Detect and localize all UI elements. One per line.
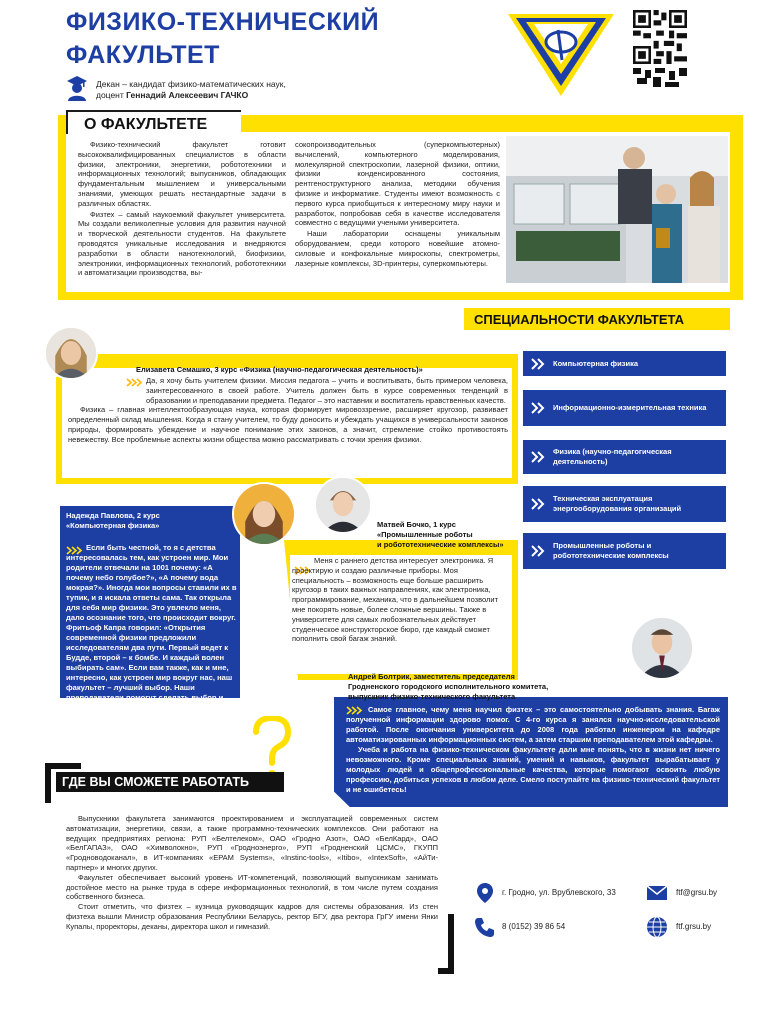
avatar [630, 616, 694, 680]
about-column-2 [295, 140, 500, 269]
contact-website[interactable]: ftf.grsu.by [676, 922, 712, 931]
specialty-label: Промышленные роботы и робототехнические комплексы [553, 541, 669, 560]
title-line-1: ФИЗИКО-ТЕХНИЧЕСКИЙ [66, 8, 380, 36]
question-mark-icon [250, 716, 294, 780]
dean-title: доцент [96, 90, 127, 100]
testimonial-paragraph: Самое главное, чему меня научил физтех – это самостоятельно добывать знания. Багаж полученной информации здорово помог. С 4-го курса я занялся научно-исследовательской работой. После окончания университета до 2008 года работал инженером на кафедре автоматизированных информационных систем, а затем старшим преподавателем этой кафедры. [346, 705, 720, 744]
specialty-item[interactable] [523, 351, 726, 376]
graduate-icon [66, 75, 88, 101]
author-specialty: «Компьютерная физика» [66, 521, 160, 530]
specialty-label: Информационно-измерительная техника [553, 403, 707, 412]
chevron-right-icon [531, 358, 547, 370]
testimonial-4-author [348, 672, 648, 702]
author-position: выпускник физико-технического факультета [348, 692, 516, 701]
avatar [232, 482, 296, 546]
specialty-item[interactable] [523, 533, 726, 569]
work-corner-decoration [438, 914, 454, 974]
globe-icon [646, 916, 668, 938]
work-heading-box [56, 772, 284, 792]
work-paragraph: Факультет обеспечивает высокий уровень ИТ-компетенций, позволяющий выпускникам занимать достойное место на рынке труда в сфере информационных технологий, в том числе путем создания собственного бизнеса. [66, 872, 438, 902]
work-heading: ГДЕ ВЫ СМОЖЕТЕ РАБОТАТЬ [62, 775, 249, 789]
testimonial-paragraph: Учеба и работа на физико-техническом факультете дали мне понять, что в жизни нет ничего невозможного. Кроме специальных знаний, умений и навыков, факультет вырабатывает у молодых людей и общепрофессиональные качества, которые помогают освоить любую профессию, добиться успехов в любом деле. Смело поступайте на физико-технический факультет и не ошибетесь! [346, 745, 720, 794]
qr-code-icon [633, 10, 687, 64]
specialty-item[interactable] [523, 486, 726, 522]
specialties-heading-box [464, 308, 730, 330]
testimonial-3-text [292, 556, 510, 644]
laboratory-photo [506, 136, 728, 283]
specialty-label: Физика (научно-педагогическая деятельность) [553, 447, 672, 466]
contact-email[interactable]: ftf@grsu.by [676, 888, 718, 897]
specialty-item[interactable] [523, 390, 726, 426]
email-icon [646, 882, 668, 904]
location-pin-icon [474, 882, 496, 904]
phone-icon [474, 916, 496, 938]
author-specialty: «Промышленные роботы [377, 530, 473, 539]
about-heading-box [66, 110, 241, 134]
testimonial-paragraph: Физика – главная интеллектообразующая наука, которая формирует мировоззрение, расширяет кругозор, развивает определенный склад мышления. Когда я стану учителем, то буду доносить и убеждать учащихся в универсальности законов природы, формировать убеждение и научное понимание этих законов, а значит, стремление стойко противостоять невежеству. Все проблемные аспекты жизни общества можно рассматривать с точки зрения физики. [68, 405, 508, 444]
page-title [66, 6, 496, 72]
dean-info [96, 79, 416, 101]
qr-code-bottom-icon [633, 68, 687, 88]
testimonial-3-author [377, 520, 537, 550]
about-paragraph: Наши лаборатории оснащены уникальным оборудованием, среди которого новейшие атомно-силовые и конфокальные микроскопы, спектрометры, лазерные комплексы, 3D-принтеры, суперкомпьютеры. [295, 229, 500, 268]
contact-phone[interactable]: 8 (0152) 39 86 54 [502, 922, 566, 931]
specialties-heading: СПЕЦИАЛЬНОСТИ ФАКУЛЬТЕТА [474, 312, 684, 327]
about-paragraph: сокопроизводительных (суперкомпьютерных) вычислений, компьютерного моделирования, молекулярной спектроскопии, лазерной физики, оптики, физики конденсированного состояния, рентгеноструктурного анализа, методики обучения физике и информатике. Студенты имеют возможность с первого курса приобщиться к интересному миру науки и разработок, попробовав себя в качестве исследователя совместно с ведущими учеными университета. [295, 140, 500, 228]
avatar [44, 326, 98, 380]
quote-chevron-icon [126, 378, 144, 387]
testimonial-2-author [66, 511, 216, 531]
testimonial-paragraph: Меня с раннего детства интересует электроника. Я проектирую и создаю различные приборы. Моя специальность – возможность еще больше расширить кругозор в таких важных направлениях, как электроника, программирование, механика, что в дальнейшем позволит мне покорять новые, более сложные вершины. Также в университете для самых любознательных действует студенческое конструкторское бюро, где каждый сможет пополнить свой багаж знаний. [292, 556, 499, 644]
dean-line-2 [96, 90, 416, 101]
work-text [66, 814, 438, 932]
specialty-label: Техническая эксплуатация энергооборудования организаций [553, 494, 682, 513]
work-paragraph: Стоит отметить, что физтех – кузница руководящих кадров для системы образования. Из стен физтеха вышли Министр образования Республики Беларусь, ректор БГУ, два ректора ГрГУ имени Янки Купалы, проректоры, деканы, директора школ и гимназий. [66, 902, 438, 931]
testimonial-1-author: Елизавета Семашко, 3 курс «Физика (научно-педагогическая деятельность)» [136, 365, 423, 374]
testimonial-paragraph: Если быть честной, то я с детства интересовалась тем, как устроен мир. Мои родители отвечали на 1001 почему: «А почему небо голубое?», «А почему вода мокрая?». Иногда мои вопросы ставили их в тупик, и я искала ответы сама. Так открыла для себя мир физики. Это увлекло меня, дало осознание того, что происходит вокруг. Фритьоф Капра говорил: «Открытия современной физики предложили исследователям два пути. Первый ведет к Будде, второй – к бомбе. И каждый волен выбирать сам». Если вам также, как и мне, интересно, как устроен мир вокруг нас, наш факультет – лучший выбор. Наши преподаватели помогут сделать выбор и дадут необходимые знания. [66, 543, 237, 712]
specialty-item[interactable] [523, 440, 726, 474]
dean-line-1: Декан – кандидат физико-математических наук, [96, 79, 286, 89]
testimonial-4-text [346, 705, 720, 795]
about-paragraph: Физтех – самый наукоемкий факультет университета. Мы создали великолепные условия для развития научной и творческой деятельности студентов. На факультете проводятся уникальные исследования и внедряются разработки в области нанотехнологий, биофизики, электроники, информационных технологий, робототехники и автоматизации производства, вы- [78, 209, 286, 278]
about-heading: О ФАКУЛЬТЕТЕ [84, 116, 208, 133]
title-line-2: ФАКУЛЬТЕТ [66, 41, 220, 69]
faculty-logo [506, 12, 616, 98]
author-name: Надежда Павлова, 2 курс [66, 511, 160, 520]
contact-address: г. Гродно, ул. Врублевского, 33 [502, 888, 616, 897]
author-name: Андрей Болтрик, заместитель председателя [348, 672, 515, 681]
specialty-label: Компьютерная физика [553, 358, 638, 368]
testimonial-paragraph: Да, я хочу быть учителем физики. Миссия педагога – учить и воспитывать, быть примером человека, заинтересованного в своей работе. Учитель должен быть в курсе современных тенденций в образовании и преподавании предмета. Педагог – это наставник и воспитатель нравственных качеств. [146, 376, 508, 405]
dean-name: Геннадий Алексеевич ГАЧКО [126, 90, 249, 100]
testimonial-2-text [66, 543, 238, 713]
author-name: Матвей Бочко, 1 курс [377, 520, 456, 529]
about-column-1 [78, 140, 286, 279]
about-paragraph: Физико-технический факультет готовит высококвалифицированных специалистов в области физики, электроники, энергетики, робототехники и информационных технологий; выпускников, обладающих фундаментальным мышлением и универсальными знаниями, умеющих решать нестандартные задачи в различных областях. [78, 140, 286, 208]
author-specialty: и робототехнические комплексы» [377, 540, 504, 549]
author-position: Гродненского городского исполнительного комитета, [348, 682, 549, 691]
chevron-right-icon [531, 451, 547, 463]
chevron-right-icon [531, 402, 547, 414]
chevron-right-icon [531, 498, 547, 510]
work-paragraph: Выпускники факультета занимаются проектированием и эксплуатацией современных систем автоматизации, энергетики, связи, а также программно-технических комплексов. Они работают на ведущих предприятиях региона: РУП «Белтелеком», ОАО «Гродно Азот», ОАО «БелКард», ОАО «БелГАПАЗ», ОАО «Химволокно», РУП «Гродноэнерго», РУП «Гродненский ЦСМС», ГКУПП «Гродноводоканал», в ИТ-компаниях «EPAM Systems», «Instinc-tools», «Itibo», «IntexSoft», «АйТи-партнер» и многих других. [66, 814, 438, 872]
avatar [314, 476, 372, 534]
